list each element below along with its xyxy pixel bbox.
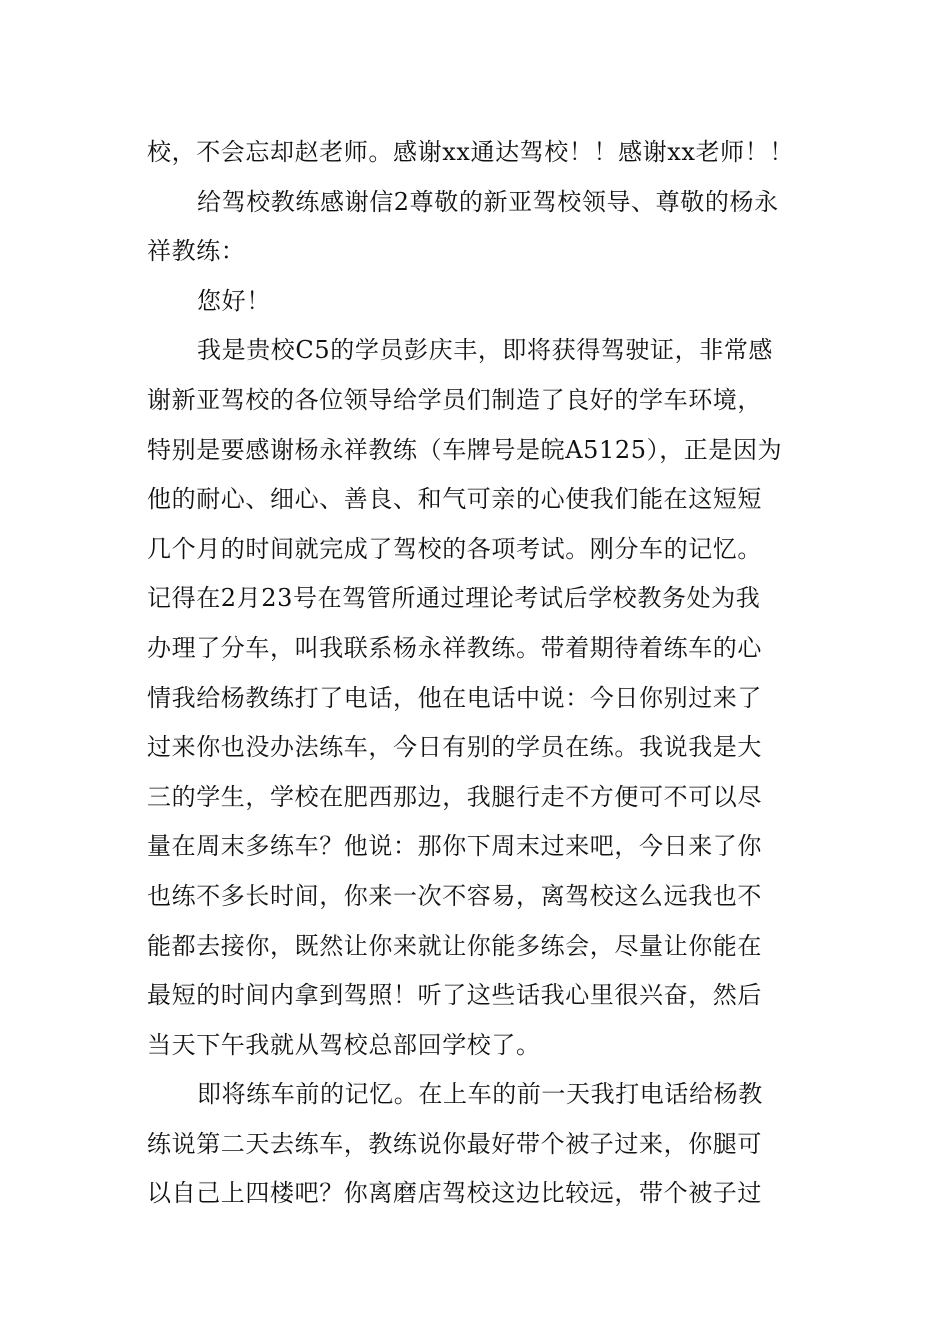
greeting-line: 您好！ <box>197 286 271 315</box>
paragraph-start-line: 我是贵校C5的学员彭庆丰，即将获得驾驶证，非常感 <box>197 336 774 365</box>
text-line: 当天下午我就从驾校总部回学校了。 <box>147 1030 541 1059</box>
text-line: 也练不多长时间，你来一次不容易，离驾校这么远我也不 <box>147 881 762 910</box>
text-line: 校，不会忘却赵老师。感谢xx通达驾校！！感谢xx老师！！ <box>147 138 794 166</box>
text-line: 练说第二天去练车，教练说你最好带个被子过来，你腿可 <box>147 1129 762 1158</box>
text-line: 他的耐心、细心、善良、和气可亲的心使我们能在这短短 <box>147 485 762 514</box>
text-line: 情我给杨教练打了电话，他在电话中说：今日你别过来了 <box>147 683 762 712</box>
paragraph-start-line: 给驾校教练感谢信2尊敬的新亚驾校领导、尊敬的杨永 <box>197 187 779 216</box>
text-line: 祥教练： <box>147 237 246 266</box>
text-line: 量在周末多练车？他说：那你下周末过来吧，今日来了你 <box>147 832 762 861</box>
paragraph-start-line: 即将练车前的记忆。在上车的前一天我打电话给杨教 <box>197 1080 763 1109</box>
text-line: 能都去接你，既然让你来就让你能多练会，尽量让你能在 <box>147 931 762 960</box>
document-body <box>147 128 812 1219</box>
text-line: 记得在2月23号在驾管所通过理论考试后学校教务处为我 <box>147 584 761 613</box>
text-line: 办理了分车，叫我联系杨永祥教练。带着期待着练车的心 <box>147 633 762 662</box>
text-line: 几个月的时间就完成了驾校的各项考试。刚分车的记忆。 <box>147 534 762 563</box>
text-line: 谢新亚驾校的各位领导给学员们制造了良好的学车环境， <box>147 385 762 414</box>
text-line: 三的学生，学校在肥西那边，我腿行走不方便可不可以尽 <box>147 782 762 811</box>
text-line: 特别是要感谢杨永祥教练（车牌号是皖A5125），正是因为 <box>147 435 783 464</box>
text-line: 过来你也没办法练车，今日有别的学员在练。我说我是大 <box>147 733 762 762</box>
text-line: 最短的时间内拿到驾照！听了这些话我心里很兴奋，然后 <box>147 981 762 1010</box>
text-line: 以自己上四楼吧？你离磨店驾校这边比较远，带个被子过 <box>147 1179 762 1208</box>
